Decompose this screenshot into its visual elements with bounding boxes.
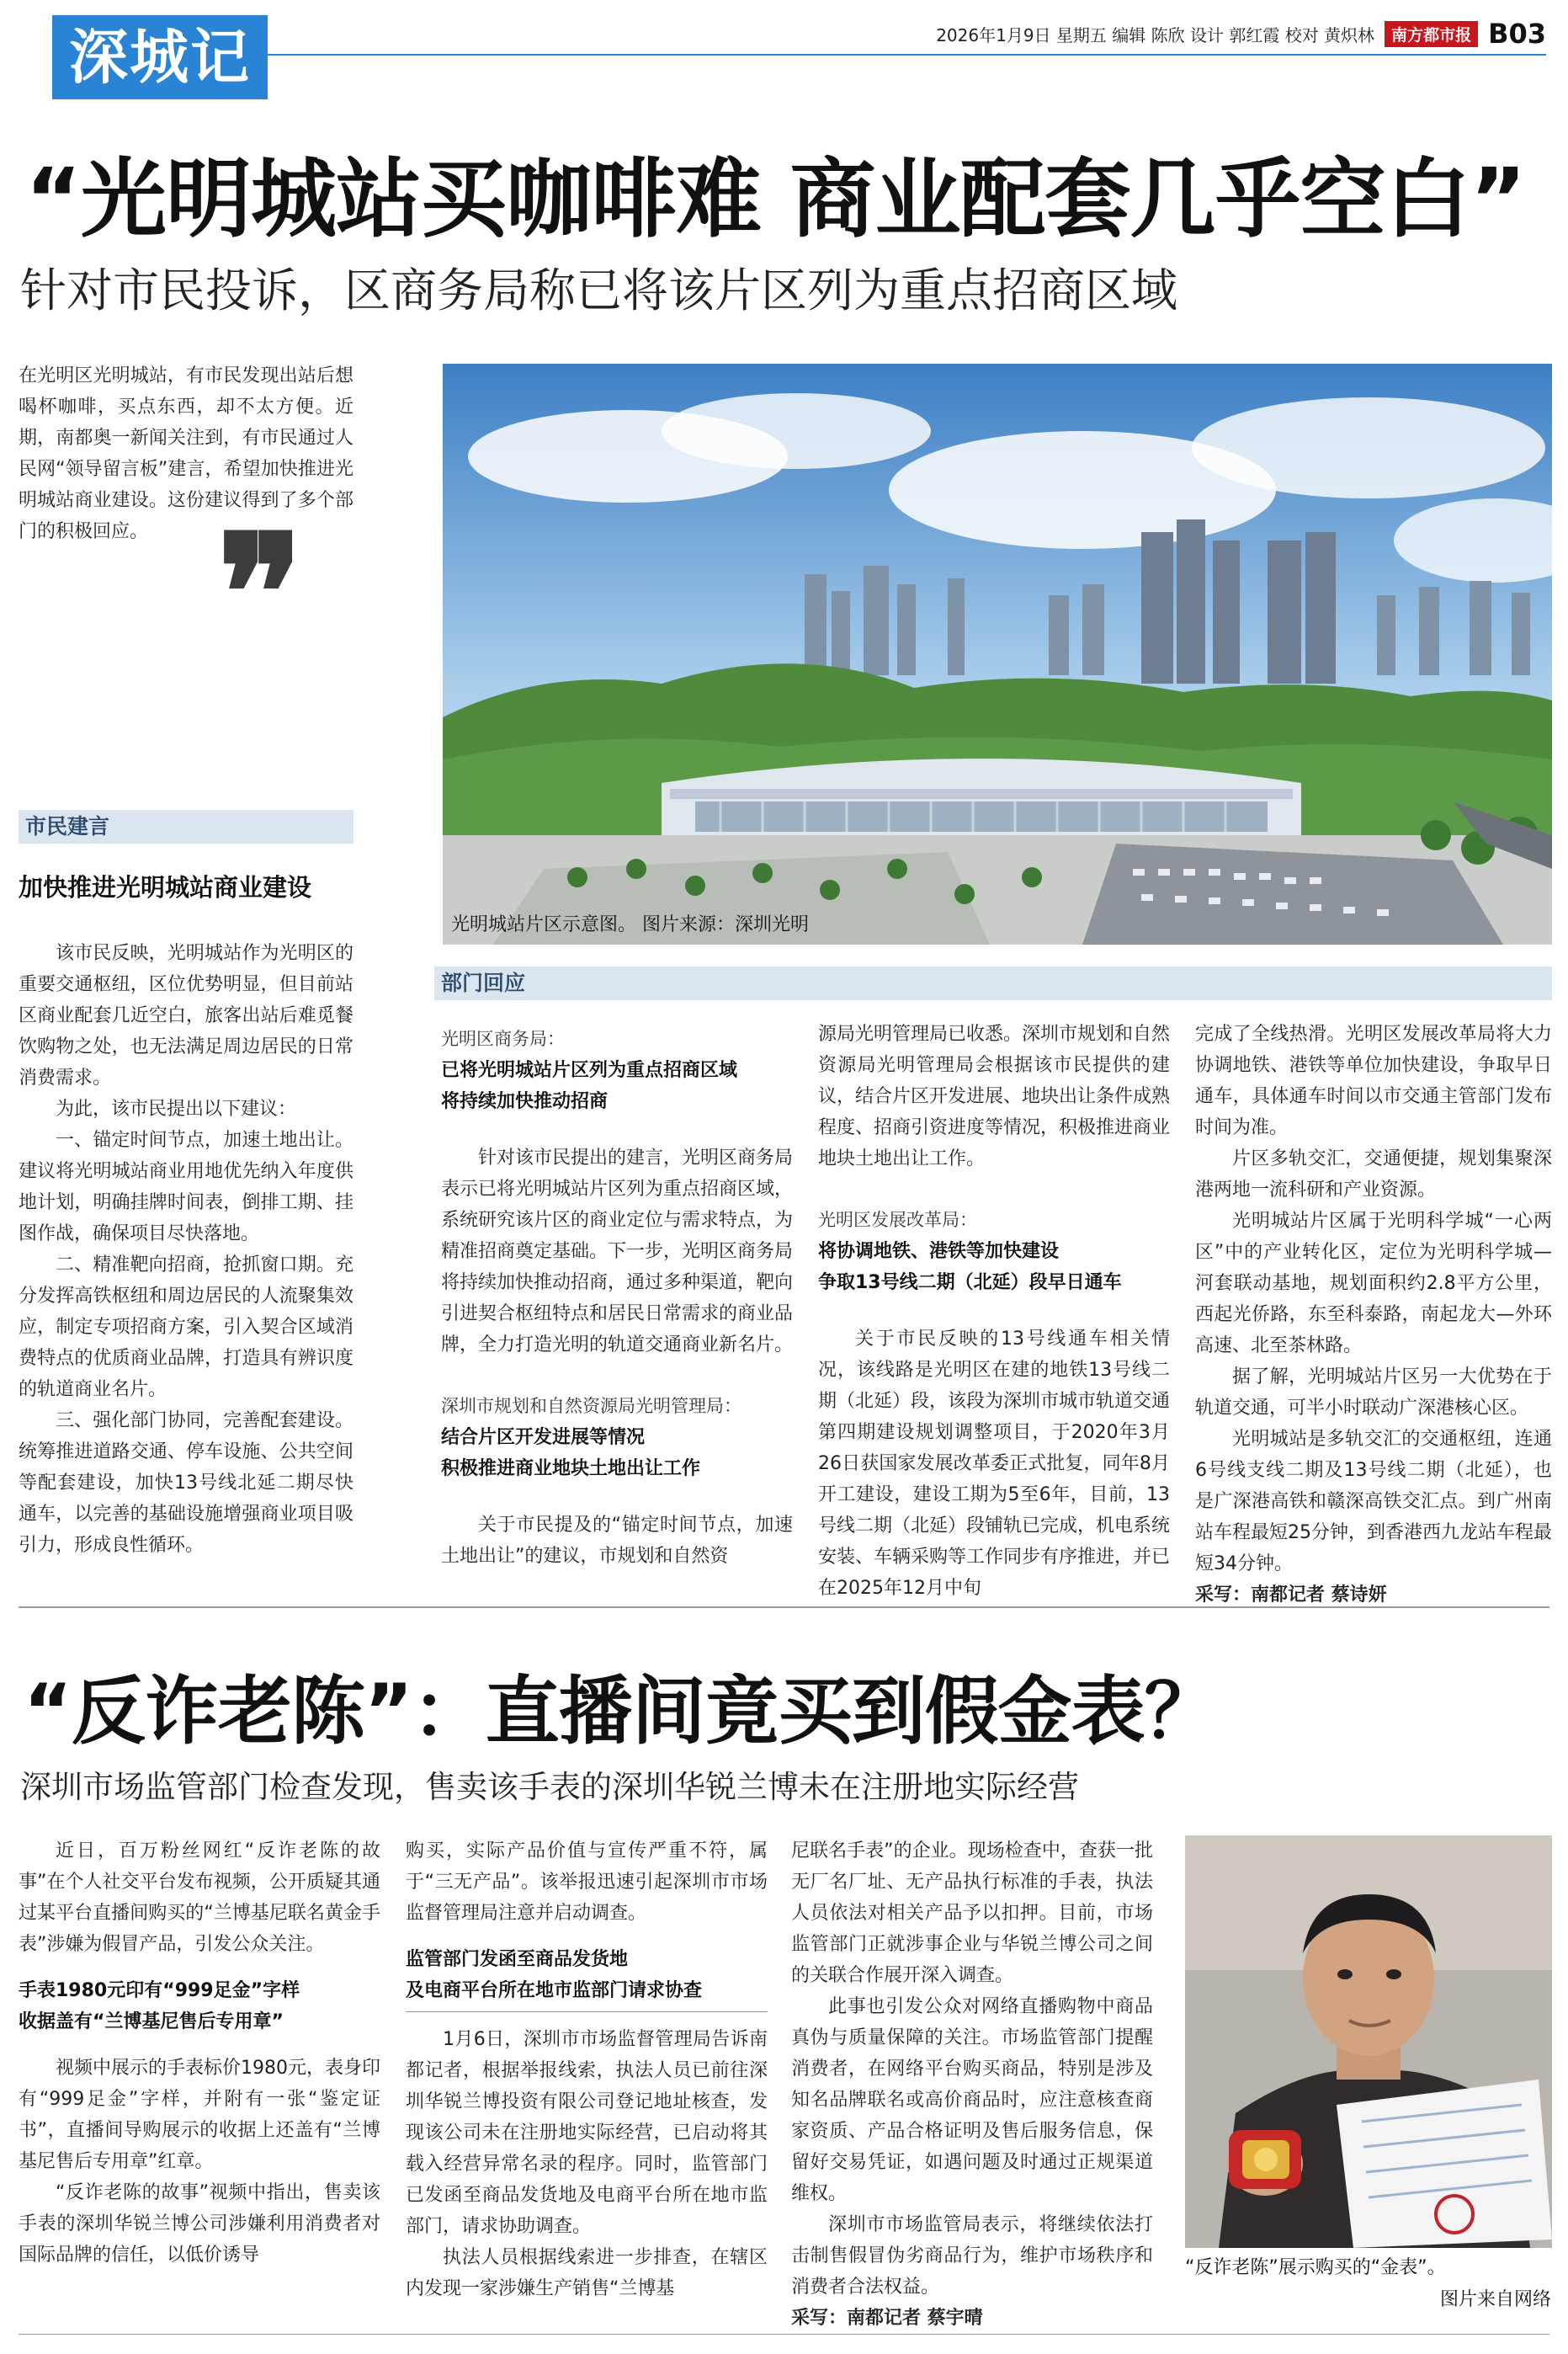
story2-para: “反诈老陈的故事”视频中指出，售卖该手表的深圳华锐兰博公司涉嫌利用消费者对国际品牌的信任，以低价诱导 [19, 2182, 380, 2266]
dept-para: 针对该市民提出的建言，光明区商务局表示已将光明城站片区列为重点招商区域，系统研究该片区的商业定位与需求特点，为精准招商奠定基础。下一步，光明区商务局将持续加快推动招商，通过多种渠道，靶向引进契合枢纽特点和居民日常需求的商业品牌，全力打造光明的轨道交通商业新名片。 [441, 1148, 794, 1355]
byline: 采写：南都记者 蔡宇晴 [791, 2308, 983, 2329]
dept-para: 据了解，光明城站片区另一大优势在于轨道交通，可半小时联动广深港核心区。 [1195, 1366, 1552, 1419]
dept-para: 关于市民提及的“锚定时间节点，加速土地出让”的建议，市规划和自然资 [441, 1515, 793, 1567]
story2-subtitle: 收据盖有“兰博基尼售后专用章” [19, 2011, 284, 2032]
newspaper-logo: 南方都市报 [1385, 21, 1478, 47]
section-tag: 深城记 [52, 15, 268, 99]
story2-para: 购买，实际产品价值与宣传严重不符，属于“三无产品”。该举报迅速引起深圳市市场监督管理局注意并启动调查。 [406, 1840, 768, 1924]
dept-column-2 [818, 1019, 1170, 1604]
dept-column-3 [1195, 1019, 1552, 1611]
citizen-para: 三、强化部门协同，完善配套建设。统筹推进道路交通、停车设施、公共空间等配套建设，加快13号线北延二期尽快通车，以完善的基础设施增强商业项目吸引力，形成良性循环。 [19, 1410, 353, 1556]
story2-para: 此事也引发公众对网络直播购物中商品真伪与质量保障的关注。市场监管部门提醒消费者，在网络平台购买商品，特别是涉及知名品牌联名或高价商品时，应注意核查商家资质、产品合格证明及售后服务信息，保留好交易凭证，如遇问题及时通过正规渠道维权。 [791, 1996, 1153, 2204]
story2-column-2 [406, 1835, 768, 2304]
citizen-para: 该市民反映，光明城站作为光明区的重要交通枢纽，区位优势明显，但目前站区商业配套几近空白，旅客出站后难觅餐饮购物之处，也无法满足周边居民的日常消费需求。 [19, 943, 353, 1089]
header-info [936, 15, 1546, 52]
story2-subhead: 深圳市场监管部门检查发现，售卖该手表的深圳华锐兰博未在注册地实际经营 [20, 1769, 1079, 1805]
header-rule [268, 54, 1546, 56]
citizen-para: 为此，该市民提出以下建议： [56, 1099, 297, 1120]
story2-column-3 [791, 1835, 1153, 2334]
watch-photo-caption: “反诈老陈”展示购买的“金表”。 [1185, 2257, 1446, 2278]
citizen-title: 加快推进光明城站商业建设 [19, 873, 312, 902]
dept-title: 结合片区开发进展等情况 [441, 1427, 646, 1448]
watch-photo [1185, 1835, 1552, 2248]
dept-name: 光明区商务局： [441, 1029, 565, 1049]
bottom-rule [19, 2334, 1549, 2335]
citizen-para: 一、锚定时间节点，加速土地出让。建议将光明城站商业用地优先纳入年度供地计划，明确挂牌时间表，倒排工期、挂图作战，确保项目尽快落地。 [19, 1130, 353, 1244]
story2-para: 1月6日，深圳市市场监督管理局告诉南都记者，根据举报线索，执法人员已前往深圳华锐兰博投资有限公司登记地址核查，发现该公司未在注册地实际经营，已启动将其载入经营异常名录的程序。同时，监管部门已发函至商品发货地及电商平台所在地市监部门，请求协助调查。 [406, 2029, 768, 2237]
citizen-column [19, 938, 353, 1561]
story2-subtitle: 手表1980元印有“999足金”字样 [19, 1980, 300, 2001]
dept-name: 光明区发展改革局： [818, 1210, 977, 1230]
story2-para: 尼联名手表”的企业。现场检查中，查获一批无厂名厂址、无产品执行标准的手表，执法人员依法对相关产品予以扣押。目前，市场监管部门正就涉事企业与华锐兰博公司之间的关联合作展开深入调查。 [791, 1840, 1153, 1986]
story2-headline: “反诈老陈”：直播间竟买到假金表？ [24, 1668, 1218, 1755]
station-photo-illustration [443, 364, 1552, 945]
watch-photo-credit: 图片来自网络 [1439, 2289, 1551, 2310]
citizen-label: 市民建言 [19, 810, 353, 844]
story-divider [19, 1606, 1549, 1608]
watch-photo-illustration [1185, 1835, 1552, 2248]
dept-para: 关于市民反映的13号线通车相关情况，该线路是光明区在建的地铁13号线二期（北延）段，该段为深圳市城市轨道交通第四期建设规划调整项目，于2020年3月26日获国家发展改革委正式批复，同年8月开工建设，建设工期为5至6年，目前，13号线二期（北延）段铺轨已完成，机电系统安装、车辆采购等工作同步有序推进，并已在2025年12月中旬 [818, 1329, 1171, 1599]
byline: 采写：南都记者 蔡诗妍 [1195, 1584, 1387, 1606]
story2-para: 深圳市市场监管局表示，将继续依法打击制售假冒伪劣商品行为，维护市场秩序和消费者合法权益。 [791, 2214, 1153, 2298]
story1-headline: “光明城站买咖啡难 商业配套几乎空白” [25, 150, 1526, 250]
dept-para: 光明城站片区属于光明科学城“一心两区”中的产业转化区，定位为光明科学城—河套联动基地，规划面积约2.8平方公里，西起光侨路，东至科泰路，南起龙大—外环高速、北至茶林路。 [1195, 1211, 1552, 1356]
station-photo [443, 364, 1552, 945]
dept-title: 已将光明城站片区列为重点招商区域 [441, 1060, 738, 1081]
photo-caption: 光明城站片区示意图。 图片来源：深圳光明 [451, 914, 809, 935]
story2-subtitle: 监管部门发函至商品发货地 [406, 1949, 629, 1970]
citizen-para: 二、精准靶向招商，抢抓窗口期。充分发挥高铁枢纽和周边居民的人流聚集效应，制定专项招商方案，引入契合区域消费特点的优质商业品牌，打造具有辨识度的轨道商业名片。 [19, 1254, 353, 1400]
story2-column-1 [19, 1835, 380, 2271]
quote-mark-icon: ❞ [217, 499, 304, 687]
dept-title: 积极推进商业地块土地出让工作 [441, 1458, 701, 1479]
page-number: B03 [1488, 18, 1546, 50]
dept-column-1 [441, 1019, 793, 1572]
story2-para: 近日，百万粉丝网红“反诈老陈的故事”在个人社交平台发布视频，公开质疑其通过某平台直播间购买的“兰博基尼联名黄金手表”涉嫌为假冒产品，引发公众关注。 [19, 1840, 380, 1955]
story2-subtitle: 及电商平台所在地市监部门请求协查 [406, 1980, 703, 2001]
dept-para: 光明城站是多轨交汇的交通枢纽，连通6号线支线二期及13号线二期（北延），也是广深港高铁和赣深高铁交汇点。到广州南站车程最短25分钟，到香港西九龙站车程最短34分钟。 [1195, 1429, 1552, 1574]
header-meta: 2026年1月9日 星期五 编辑 陈欣 设计 郭红霞 校对 黄炽林 [936, 24, 1375, 45]
dept-title: 将协调地铁、港铁等加快建设 [818, 1241, 1060, 1262]
story2-para: 视频中展示的手表标价1980元，表身印有“999足金”字样，并附有一张“鉴定证书”，直播间导购展示的收据上还盖有“兰博基尼售后专用章”红章。 [19, 2058, 380, 2172]
dept-title: 争取13号线二期（北延）段早日通车 [818, 1272, 1122, 1293]
dept-para: 片区多轨交汇，交通便捷，规划集聚深港两地一流科研和产业资源。 [1195, 1148, 1552, 1201]
dept-para: 完成了全线热滑。光明区发展改革局将大力协调地铁、港铁等单位加快建设，争取早日通车，具体通车时间以市交通主管部门发布时间为准。 [1195, 1024, 1552, 1138]
story2-para: 执法人员根据线索进一步排查，在辖区内发现一家涉嫌生产销售“兰博基 [406, 2247, 768, 2299]
dept-para: 源局光明管理局已收悉。深圳市规划和自然资源局光明管理局会根据该市民提供的建议，结合片区开发进展、地块出让条件成熟程度、招商引资进度等情况，积极推进商业地块土地出让工作。 [818, 1024, 1171, 1169]
dept-title: 将持续加快推动招商 [441, 1091, 609, 1112]
intro-text: 在光明区光明城站，有市民发现出站后想喝杯咖啡，买点东西，却不太方便。近期，南都奥一新闻关注到，有市民通过人民网“领导留言板”建言，希望加快推进光明城站商业建设。这份建议得到了多个部门的积极回应。 [19, 365, 353, 542]
dept-label: 部门回应 [434, 967, 1552, 1000]
story1-intro [19, 360, 353, 547]
story1-subhead: 针对市民投诉，区商务局称已将该片区列为重点招商区域 [20, 264, 1178, 317]
dept-name: 深圳市规划和自然资源局光明管理局： [441, 1396, 741, 1416]
